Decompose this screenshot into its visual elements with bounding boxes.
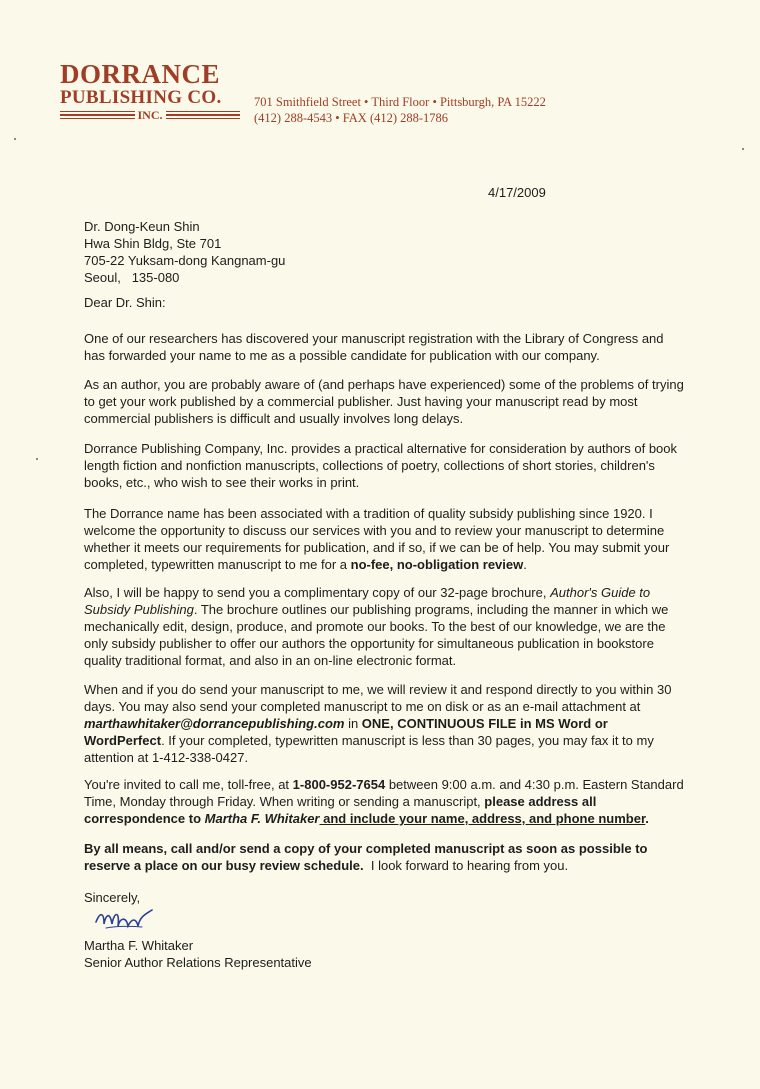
logo-rule-left: [60, 111, 135, 119]
recipient-line1: Hwa Shin Bldg, Ste 701: [84, 236, 222, 251]
logo-rule-right: [166, 111, 241, 119]
paragraph-8: [84, 840, 684, 874]
paper-speck: [14, 138, 16, 140]
paper-speck: [742, 148, 744, 150]
logo-inc: INC.: [137, 108, 163, 122]
letterhead-address: 701 Smithfield Street • Third Floor • Pittsburgh, PA 15222: [254, 95, 546, 109]
paragraph-3: Dorrance Publishing Company, Inc. provides a practical alternative for consideration by authors of book length fiction and nonfiction manuscripts, collections of poetry, collections of short stories, children's books, etc., who wish to see their works in print.: [84, 441, 678, 490]
file-format-emphasis: ONE, CONTINUOUS FILE in MS Word or WordPerfect: [84, 716, 608, 748]
recipient-line3: Seoul, 135-080: [84, 270, 180, 285]
paragraph-7-text: You're invited to call me, toll-free, at: [84, 777, 293, 792]
salutation: Dear Dr. Shin:: [84, 295, 166, 310]
toll-free-phone: 1-800-952-7654: [292, 777, 386, 792]
paragraph-6-text: When and if you do send your manuscript to me, we will review it and respond directly to you within 30 days. You may also send your completed manuscript to me on disk or as an e-mail attachment at: [84, 682, 672, 714]
logo-company-name: DORRANCE: [60, 59, 221, 89]
paragraph-7: [84, 776, 684, 827]
paper-speck: [36, 458, 38, 460]
paragraph-5-text: Also, I will be happy to send you a complimentary copy of our 32-page brochure,: [84, 585, 551, 600]
paragraph-8-rest: I look forward to hearing from you.: [363, 858, 569, 873]
call-to-action-emphasis: By all means, call and/or send a copy of your completed manuscript as soon as possible to reserve a place on our busy review schedule.: [84, 841, 648, 873]
paragraph-4: [84, 505, 684, 573]
signer-title: Senior Author Relations Representative: [84, 955, 312, 970]
paragraph-4-text: The Dorrance name has been associated with a tradition of quality subsidy publishing since 1920. I welcome the opportunity to discuss our services with you and to review your manuscript to determine whether it meets our requirements for publication, and if so, if we can be of help. You may submit your completed, typewritten manuscript to me for a: [84, 506, 670, 572]
paragraph-6-rest: . If your completed, typewritten manuscript is less than 30 pages, you may fax it to my attention at 1-412-338-0427.: [84, 733, 654, 765]
letterhead-phone-fax: (412) 288-4543 • FAX (412) 288-1786: [254, 111, 449, 125]
logo-company-subname: PUBLISHING CO.: [60, 87, 222, 108]
closing: Sincerely,: [84, 890, 141, 905]
include-details-emphasis: and include your name, address, and phone number: [319, 811, 646, 826]
contact-email: marthawhitaker@dorrancepublishing.com: [84, 716, 345, 731]
recipient-line2: 705-22 Yuksam-dong Kangnam-gu: [84, 253, 286, 268]
paragraph-7-hours: between 9:00 a.m. and 4:30 p.m. Eastern Standard Time, Monday through Friday. When writing or sending a manuscript,: [84, 777, 684, 809]
paragraph-5: [84, 584, 684, 669]
letter-date: 4/17/2009: [488, 185, 546, 200]
paragraph-6: [84, 681, 684, 766]
paragraph-4-end: .: [523, 557, 527, 572]
letterhead-address-block: [254, 94, 546, 126]
paragraph-5-rest: . The brochure outlines our publishing programs, including the manner in which we mechanically edit, design, produce, and promote our books. To the best of our knowledge, we are the only subsidy publisher to offer our authors the opportunity for simultaneous publication in bookstore quality traditional format, and also in an on-line electronic format.: [84, 602, 669, 668]
company-logo: [60, 60, 240, 121]
paragraph-6-in: in: [344, 716, 362, 731]
signature-mark: [92, 902, 172, 938]
signer-block: [84, 937, 312, 971]
brochure-title: Author's Guide to Subsidy Publishing: [84, 585, 651, 617]
recipient-address: [84, 218, 285, 286]
no-fee-review-emphasis: no-fee, no-obligation review: [350, 557, 524, 572]
paragraph-1: One of our researchers has discovered your manuscript registration with the Library of Congress and has forwarded your name to me as a possible candidate for publication with our company.: [84, 331, 664, 363]
address-correspondence-emphasis: please address all correspondence to: [84, 794, 597, 826]
logo-inc-row: [60, 109, 240, 121]
contact-name-emphasis: Martha F. Whitaker: [204, 811, 320, 826]
recipient-name: Dr. Dong-Keun Shin: [84, 219, 200, 234]
paragraph-2: As an author, you are probably aware of (and perhaps have experienced) some of the problems of trying to get your work published by a commercial publisher. Just having your manuscript read by most commercial publishers is difficult and usually involves long delays.: [84, 377, 684, 426]
signer-name: Martha F. Whitaker: [84, 938, 194, 953]
paragraph-7-end: .: [645, 811, 649, 826]
